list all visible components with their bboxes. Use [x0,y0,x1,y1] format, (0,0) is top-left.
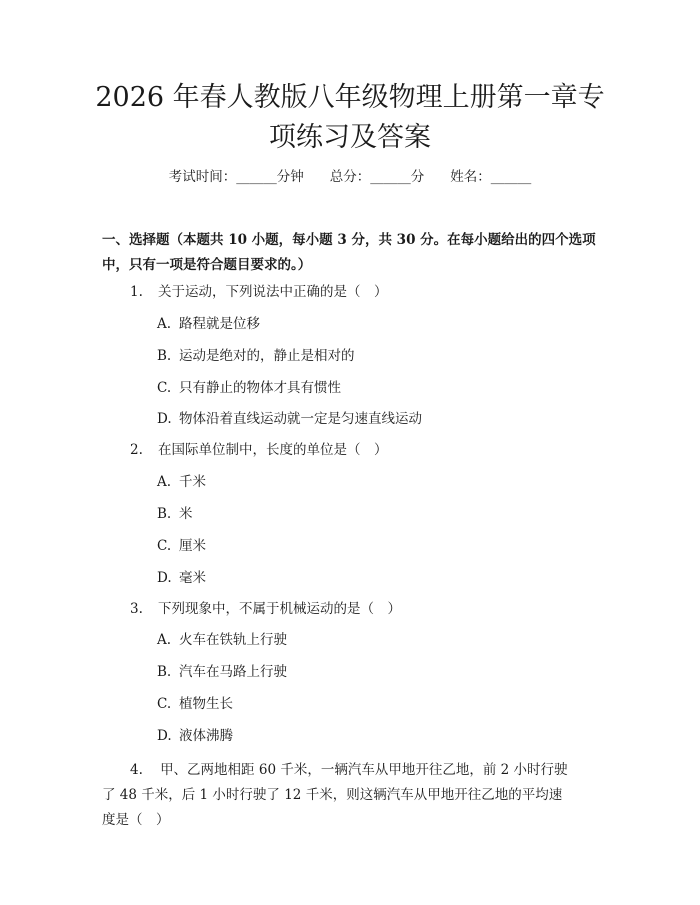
question-text: 在国际单位制中，长度的单位是（ ） [158,442,388,458]
question-3-option-b: B. 汽车在马路上行驶 [157,664,287,680]
question-2 [130,438,388,463]
question-3-option-d: D. 液体沸腾 [157,728,233,744]
name-blank: ______ [490,169,532,185]
question-3-option-a: A. 火车在铁轨上行驶 [157,632,287,648]
question-number: 3. [130,601,143,617]
time-blank: ______ [236,169,277,185]
question-3-option-c: C. 植物生长 [157,696,233,712]
question-2-option-a: A. 千米 [157,474,206,490]
question-2-option-c: C. 厘米 [157,538,206,554]
question-2-option-b: B. 米 [157,506,193,522]
question-number: 1. [130,284,143,300]
question-text: 下列现象中，不属于机械运动的是（ ） [158,601,401,617]
question-text: 关于运动，下列说法中正确的是（ ） [158,284,388,300]
question-1-option-b: B. 运动是绝对的，静止是相对的 [157,348,355,364]
question-1-option-d: D. 物体沿着直线运动就一定是匀速直线运动 [157,411,422,427]
exam-meta [0,167,700,187]
question-2-option-d: D. 毫米 [157,570,206,586]
question-1-option-c: C. 只有静止的物体才具有惯性 [157,380,341,396]
time-label: 考试时间： [168,169,237,185]
section-heading: 一、选择题（本题共 10 小题，每小题 3 分，共 30 分。在每小题给出的四个选项中，只有一项是符合题目要求的。） [102,232,596,273]
question-4 [102,758,572,833]
question-number: 4. [130,762,143,778]
time-unit: 分钟 [276,169,304,185]
score-unit: 分 [410,169,425,185]
score-label: 总分： [329,169,371,185]
question-1 [130,280,388,305]
page-title: 2026 年春人教版八年级物理上册第一章专项练习及答案 [95,82,605,153]
question-1-option-a: A. 路程就是位移 [157,316,260,332]
question-number: 2. [130,442,143,458]
name-label: 姓名： [450,169,491,185]
question-text: 甲、乙两地相距 60 千米，一辆汽车从甲地开往乙地，前 2 小时行驶了 48 千米，后 1 小时行驶了 12 千米，则这辆汽车从甲地开往乙地的平均速度是（ ） [102,762,568,828]
question-3 [130,597,401,622]
score-blank: ______ [370,169,411,185]
